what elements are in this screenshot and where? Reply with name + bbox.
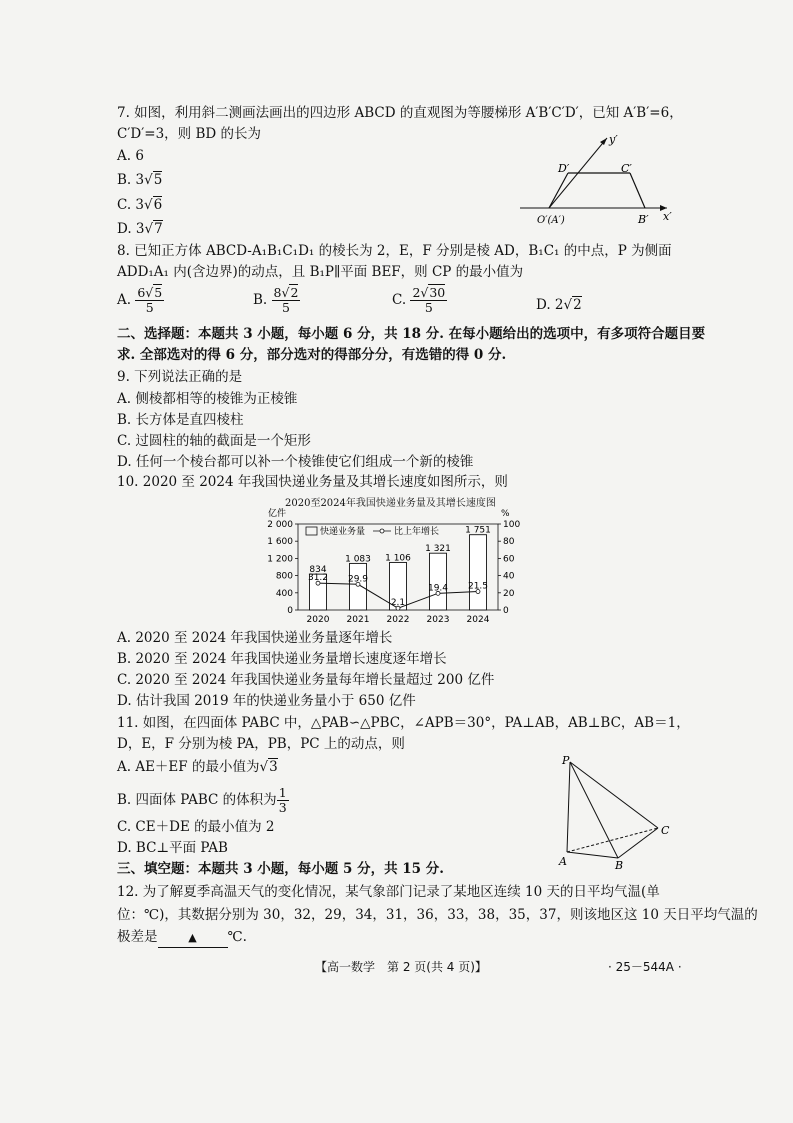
- left-tick-label: 1 200: [267, 554, 293, 565]
- q7-label-o: O′(A′): [537, 215, 565, 226]
- q8-option-b: B. $\frac{8√2}{5}$: [253, 285, 299, 315]
- q7-option-b: B. 3√5: [117, 172, 163, 188]
- bar-value-label: 1 106: [385, 553, 411, 564]
- q11-label-a: A: [559, 855, 567, 868]
- growth-value-label: 2.1: [390, 598, 406, 609]
- q11-option-d: D. BC⊥平面 PAB: [117, 840, 228, 856]
- legend-bar-label: 快递业务量: [320, 527, 366, 537]
- q8-stem-line1: 8. 已知正方体 ABCD-A₁B₁C₁D₁ 的棱长为 2，E，F 分别是棱 AD，B₁C₁ 的中点，P 为侧面: [117, 243, 672, 259]
- section2-heading-line2: 求. 全部选对的得 6 分，部分选对的得部分分，有选错的得 0 分.: [117, 347, 507, 363]
- q12-answer-blank[interactable]: ▲: [158, 928, 228, 948]
- q7-option-a: A. 6: [117, 148, 144, 164]
- q10-stem: 10. 2020 至 2024 年我国快递业务量及其增长速度如图所示，则: [117, 474, 508, 490]
- growth-value-label: 21.5: [467, 581, 489, 592]
- bar-value-label: 1 083: [345, 554, 371, 565]
- q8-option-d: D. 2√2: [536, 297, 582, 313]
- q9-option-a: A. 侧棱都相等的棱锥为正棱锥: [117, 391, 298, 407]
- q7-label-b: B′: [638, 213, 649, 226]
- growth-value-label: 19.4: [427, 583, 449, 594]
- x-tick-label: 2023: [426, 615, 450, 625]
- section3-heading: 三、填空题：本题共 3 小题，每小题 5 分，共 15 分.: [117, 861, 444, 877]
- left-tick-label: 0: [287, 606, 293, 616]
- q11-label-b: B: [615, 859, 624, 870]
- x-tick-label: 2022: [386, 615, 410, 625]
- chart-left-unit: 亿件: [268, 509, 287, 519]
- q8-option-a: A. $\frac{6√5}{5}$: [117, 285, 163, 315]
- q9-option-c: C. 过圆柱的轴的截面是一个矩形: [117, 433, 311, 449]
- right-tick-label: 100: [503, 520, 521, 530]
- chart-right-unit: %: [501, 509, 510, 519]
- q8-option-c: C. $\frac{2√30}{5}$: [392, 285, 446, 315]
- section2-heading-line1: 二、选择题：本题共 3 小题，每小题 6 分，共 18 分. 在每小题给出的选项中，有多项符合题目要: [117, 326, 706, 342]
- q10-option-c: C. 2020 至 2024 年我国快递业务量每年增长量超过 200 亿件: [117, 672, 495, 688]
- bar: [467, 535, 489, 610]
- legend-bar-swatch: [306, 527, 317, 535]
- q12-stem-line2: 位：℃)，其数据分别为 30，32，29，34，31，36，33，38，35，37，则该地区这 10 天日平均气温的: [117, 907, 758, 923]
- left-tick-label: 2 000: [267, 520, 293, 530]
- q11-label-c: C: [661, 824, 670, 837]
- x-tick-label: 2024: [466, 615, 490, 625]
- left-tick-label: 400: [275, 588, 293, 599]
- q11-option-a: A. AE＋EF 的最小值为√3: [117, 759, 278, 775]
- q11-tetrahedron-figure: [555, 752, 675, 870]
- growth-value-label: 31.2: [307, 573, 329, 584]
- q12-stem-line3: 极差是 ▲ ℃.: [117, 928, 247, 948]
- x-tick-label: 2020: [306, 615, 330, 625]
- left-tick-label: 800: [275, 571, 293, 582]
- right-tick-label: 80: [503, 537, 515, 548]
- left-tick-label: 1 600: [267, 537, 293, 548]
- right-tick-label: 0: [503, 606, 509, 616]
- legend-line-label: 比上年增长: [394, 527, 440, 537]
- q9-option-d: D. 任何一个棱台都可以补一个棱锥使它们组成一个新的棱锥: [117, 454, 474, 470]
- right-tick-label: 40: [503, 571, 515, 582]
- q7-option-d: D. 3√7: [117, 221, 163, 237]
- chart-title: 2020至2024年我国快递业务量及其增长速度图: [285, 498, 496, 509]
- q7-label-x: x′: [663, 210, 672, 223]
- footer-code: · 25－544A ·: [608, 960, 682, 974]
- bar-value-label: 1 321: [425, 544, 451, 555]
- q11-option-c: C. CE＋DE 的最小值为 2: [117, 819, 275, 835]
- q10-option-b: B. 2020 至 2024 年我国快递业务量增长速度逐年增长: [117, 651, 447, 667]
- q11-stem-line2: D，E，F 分别为棱 PA，PB，PC 上的动点，则: [117, 736, 405, 752]
- q7-stem-line1: 7. 如图，利用斜二测画法画出的四边形 ABCD 的直观图为等腰梯形 A′B′C′D′，已知 A′B′=6，: [117, 105, 683, 121]
- q7-label-d: D′: [558, 162, 570, 175]
- right-tick-label: 20: [503, 588, 515, 599]
- q9-stem: 9. 下列说法正确的是: [117, 369, 243, 385]
- x-tick-label: 2021: [346, 615, 370, 625]
- right-tick-label: 60: [503, 554, 515, 565]
- bar-value-label: 1 751: [465, 525, 491, 536]
- bar: [427, 553, 449, 610]
- express-chart: [258, 506, 528, 628]
- q8-stem-line2: ADD₁A₁ 内(含边界)的动点，且 B₁P∥平面 BEF，则 CP 的最小值为: [117, 264, 524, 280]
- q7-option-c: C. 3√6: [117, 197, 163, 213]
- q11-label-p: P: [562, 754, 570, 767]
- q7-trapezoid-figure: [515, 128, 675, 228]
- q10-option-d: D. 估计我国 2019 年的快递业务量小于 650 亿件: [117, 693, 416, 709]
- q7-label-y: y′: [609, 133, 618, 146]
- footer-page-info: 【高一数学 第 2 页(共 4 页)】: [315, 960, 487, 974]
- q7-label-c: C′: [621, 162, 632, 175]
- q12-stem-line1: 12. 为了解夏季高温天气的变化情况，某气象部门记录了某地区连续 10 天的日平均气温(单: [117, 884, 660, 900]
- bar: [347, 563, 369, 610]
- q7-stem-line2: C′D′=3，则 BD 的长为: [117, 126, 262, 142]
- q11-option-b: B. 四面体 PABC 的体积为 $\frac{1}{3}$: [117, 785, 287, 815]
- growth-value-label: 29.9: [347, 574, 369, 585]
- q9-option-b: B. 长方体是直四棱柱: [117, 412, 244, 428]
- bar-value-label: 834: [309, 565, 327, 576]
- q10-option-a: A. 2020 至 2024 年我国快递业务量逐年增长: [117, 630, 393, 646]
- q11-stem-line1: 11. 如图，在四面体 PABC 中，△PAB∽△PBC，∠APB＝30°，PA⊥AB，AB⊥BC，AB＝1，: [117, 715, 690, 731]
